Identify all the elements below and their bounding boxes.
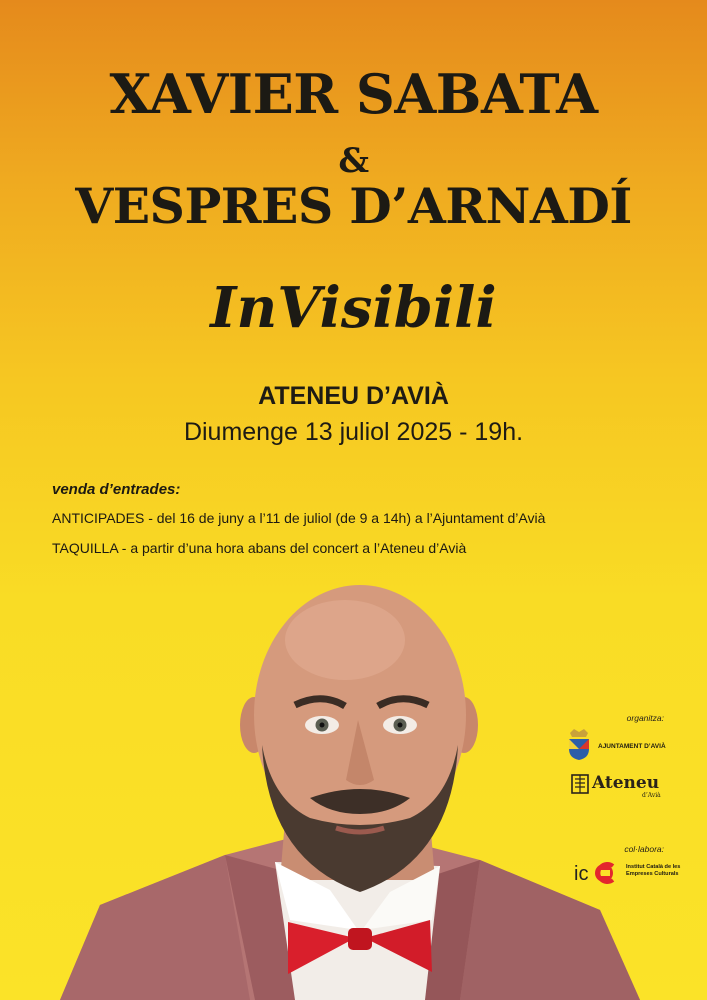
collaborates-label: col·labora: <box>624 844 664 854</box>
ajuntament-logo <box>566 729 676 763</box>
event-date: Diumenge 13 juliol 2025 - 19h. <box>183 418 524 446</box>
ampersand: & <box>338 141 369 181</box>
ajuntament-name: AJUNTAMENT D’AVIÀ <box>598 743 666 750</box>
organizes-label: organitza: <box>626 713 664 723</box>
icec-mark-icon <box>574 860 624 886</box>
ateneu-logo <box>570 771 680 801</box>
icec-fullname: Institut Català de les Empreses Culturals <box>626 864 681 877</box>
venue: ATENEU D’AVIÀ <box>258 382 449 410</box>
svg-text:ic: ic <box>574 863 589 885</box>
coat-of-arms-icon <box>566 729 592 761</box>
program-title: InVisibili <box>210 275 497 341</box>
box-office-info: TAQUILLA - a partir d’una hora abans del concert a l’Ateneu d’Avià <box>52 540 467 556</box>
advance-tickets-info: ANTICIPADES - del 16 de juny a l’11 de juliol (de 9 a 14h) a l’Ajuntament d’Avià <box>52 510 546 526</box>
ateneu-name: Ateneu <box>592 773 660 793</box>
tickets-heading: venda d’entrades: <box>52 481 181 498</box>
ateneu-subtitle: d’Avià <box>642 792 661 799</box>
icec-logo <box>574 860 684 894</box>
ateneu-emblem-icon <box>570 771 590 795</box>
performer-name: XAVIER SABATA <box>109 62 598 126</box>
ensemble-name: VESPRES D’ARNADÍ <box>75 177 632 235</box>
